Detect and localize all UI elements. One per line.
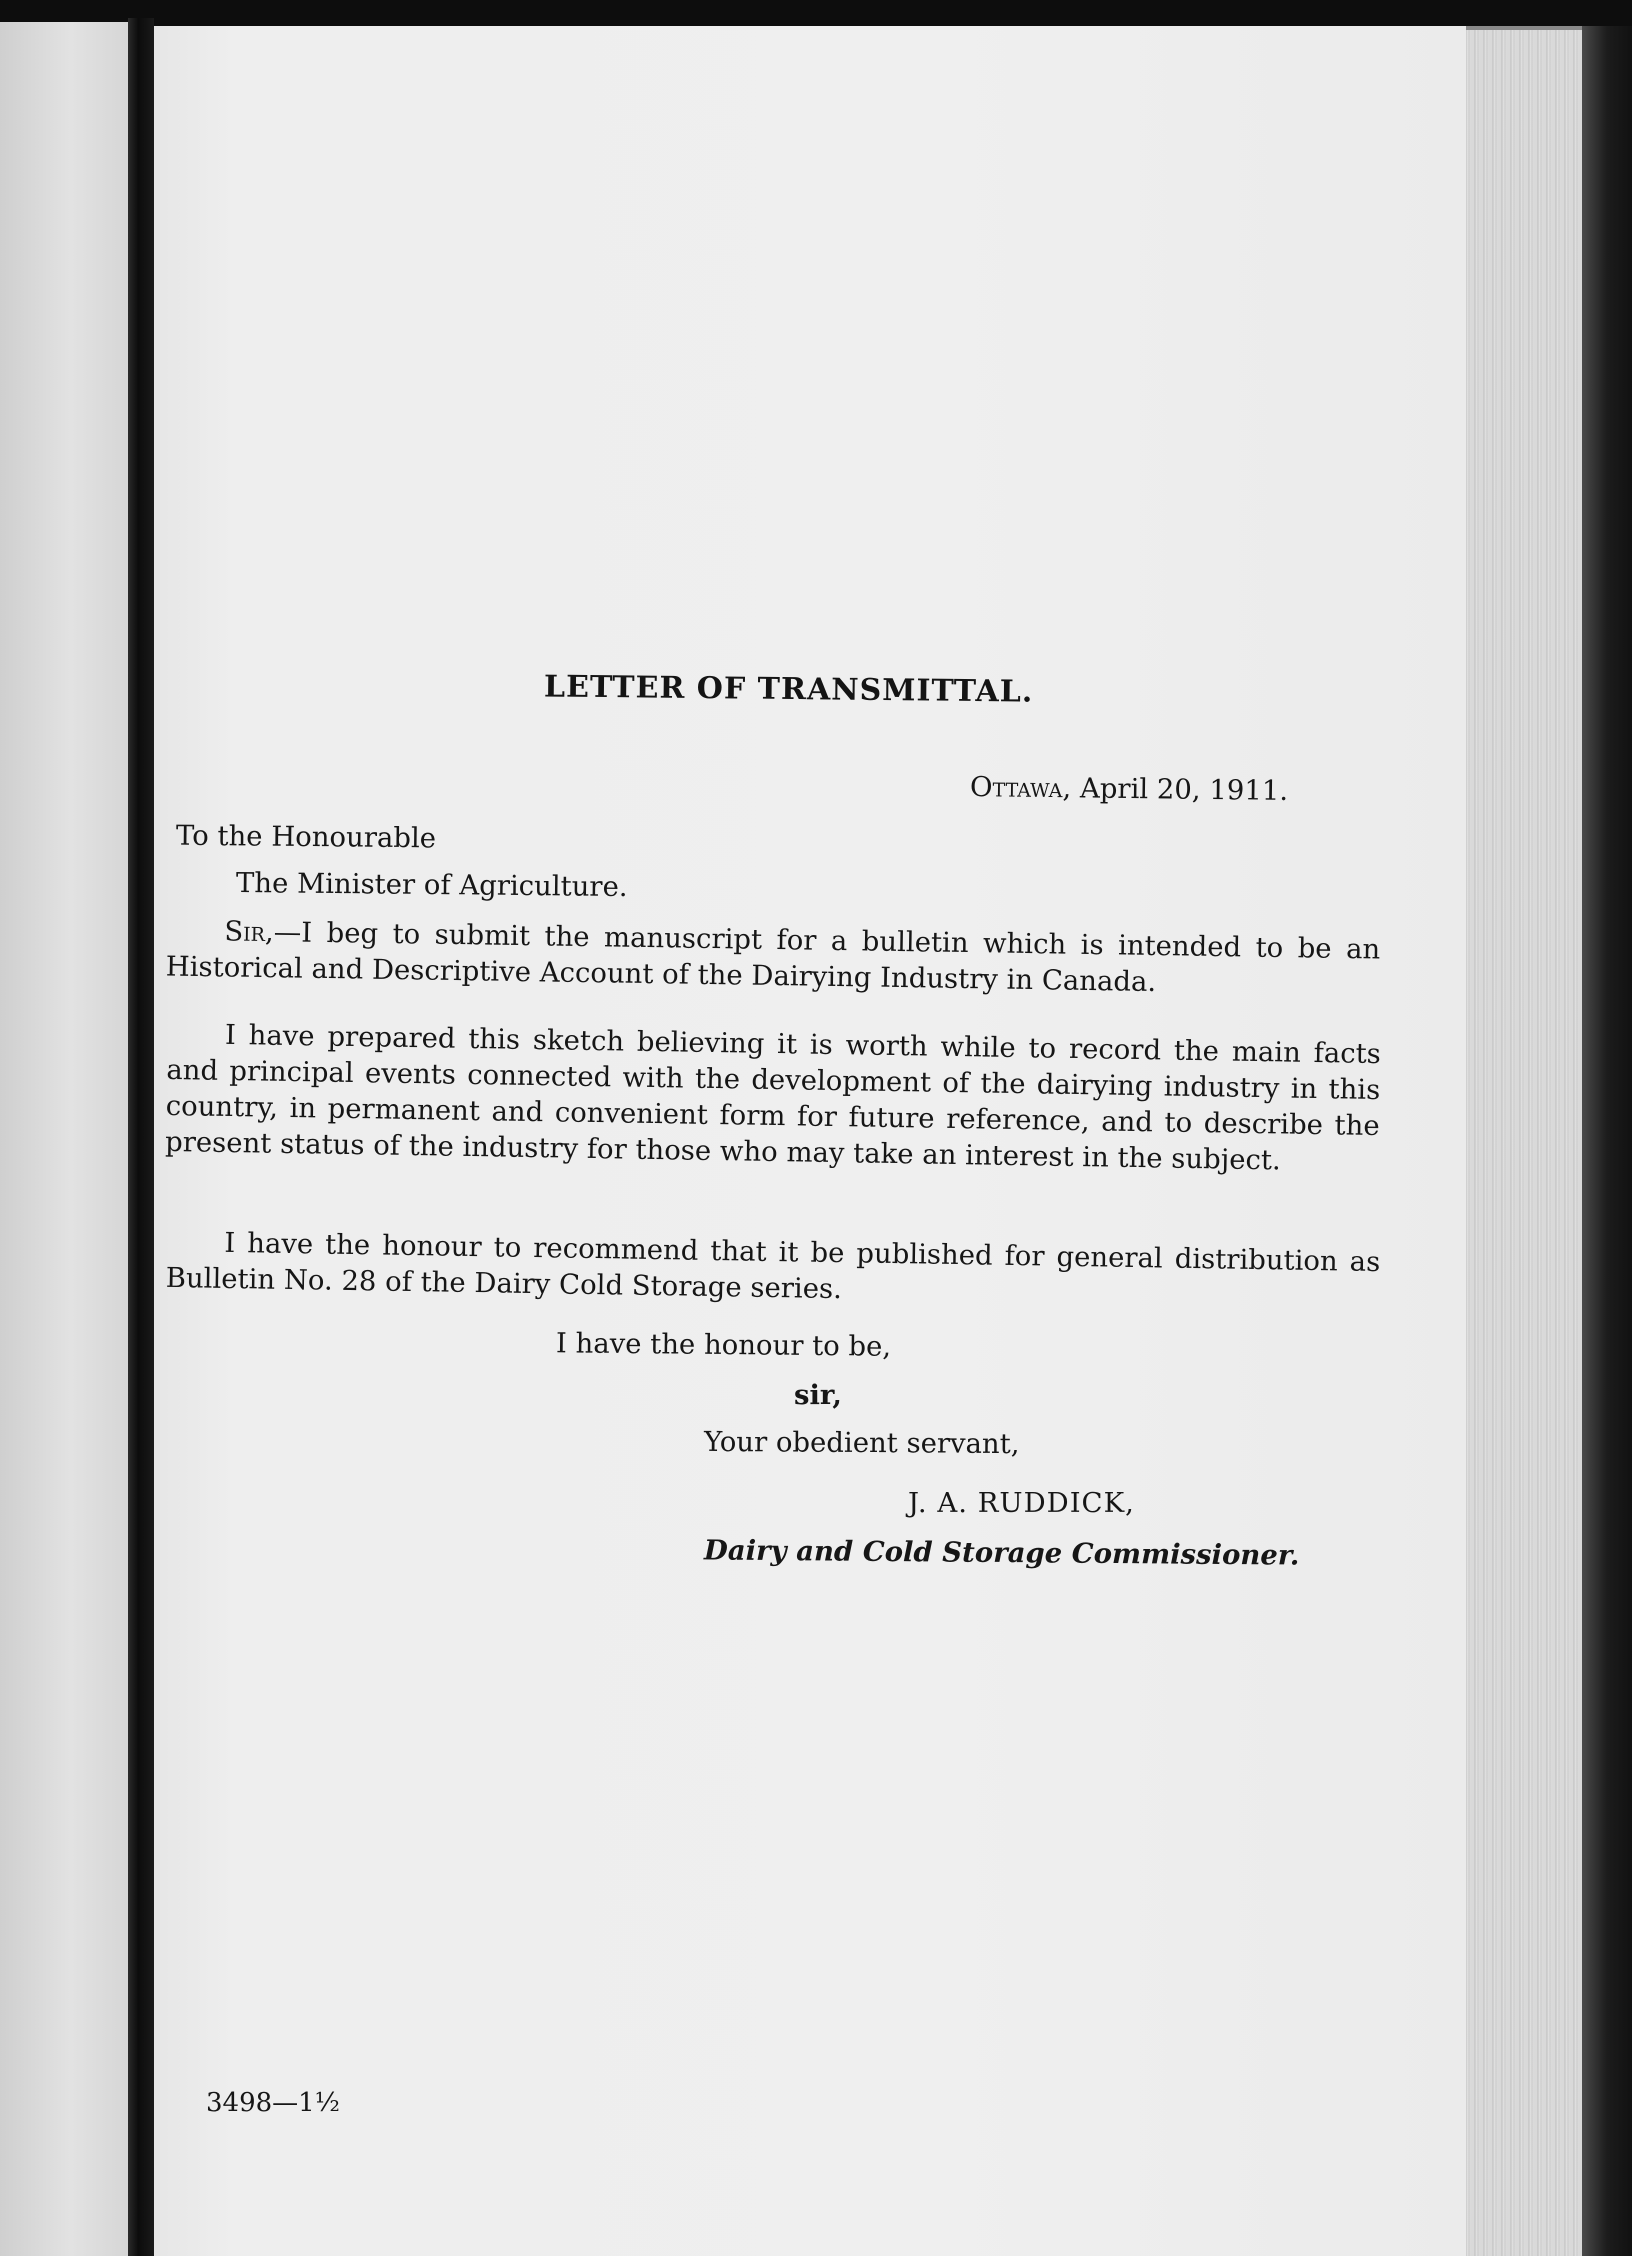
closing-line-1: I have the honour to be, bbox=[555, 1327, 892, 1363]
dateline bbox=[970, 768, 1289, 810]
document-page bbox=[154, 26, 1466, 2256]
footer-number: 3498—1½ bbox=[206, 2088, 340, 2118]
paragraph-1-text: —I beg to submit the manuscript for a bulletin which is intended to be an Historical and Descriptive Account of the Dairying Industry in Canada. bbox=[165, 916, 1381, 999]
book-binding-gutter bbox=[128, 18, 154, 2256]
paragraph-2 bbox=[165, 1016, 1381, 1180]
paragraph-2-text: I have prepared this sketch believing it is worth while to record the main facts and principal events connected with the development of the dairying industry in this country, in permanent and convenient form for future reference, and to describe the present status of the industry for those who may take an interest in the subject. bbox=[164, 1018, 1382, 1177]
letter-title: LETTER OF TRANSMITTAL. bbox=[543, 669, 1034, 710]
scan-top-border bbox=[0, 0, 1632, 26]
closing-line-3: Your obedient servant, bbox=[703, 1425, 1020, 1461]
facing-page-edge bbox=[0, 22, 128, 2256]
dateline-date: April 20, 1911. bbox=[1079, 772, 1289, 807]
paragraph-1 bbox=[166, 912, 1381, 1003]
salutation-line-1: To the Honourable bbox=[175, 819, 437, 855]
paragraph-3-text: I have the honour to recommend that it be published for general distribution as Bulletin No. 28 of the Dairy Cold Storage series. bbox=[165, 1226, 1381, 1306]
paragraph-3 bbox=[165, 1224, 1380, 1316]
signature-title: Dairy and Cold Storage Commissioner. bbox=[703, 1534, 1300, 1572]
dateline-city: Ottawa, bbox=[969, 771, 1072, 805]
stacked-page-edges bbox=[1462, 30, 1582, 2256]
scan-right-border bbox=[1582, 26, 1632, 2256]
salutation-line-2: The Minister of Agriculture. bbox=[235, 866, 628, 904]
paragraph-1-lead: Sir, bbox=[224, 915, 275, 949]
signature-name: J. A. RUDDICK, bbox=[908, 1487, 1135, 1519]
closing-line-2: sir, bbox=[794, 1379, 842, 1411]
